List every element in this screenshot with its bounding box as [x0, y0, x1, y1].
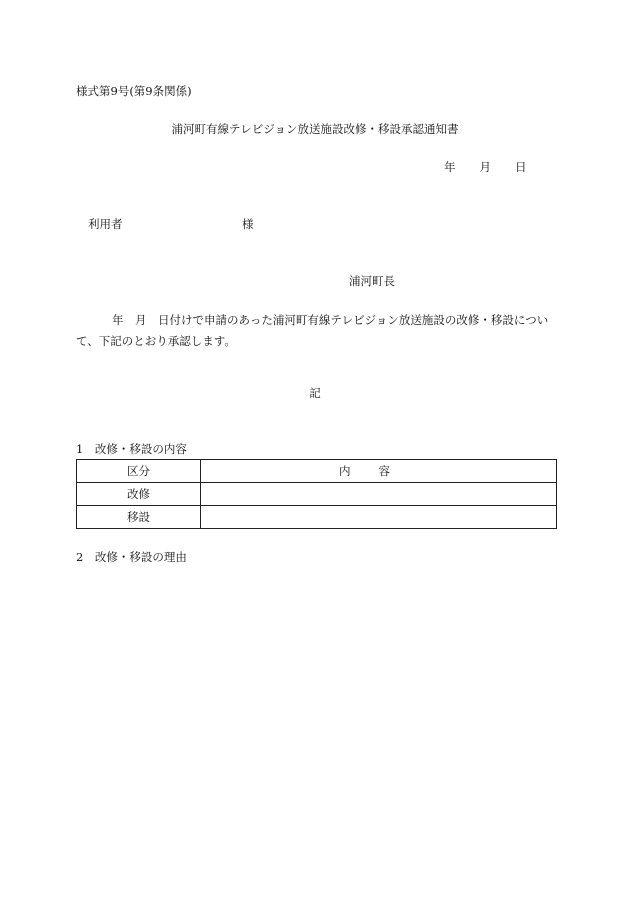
content-table — [76, 459, 557, 529]
date-day: 日 — [515, 160, 527, 174]
form-number: 様式第9号(第9条関係) — [76, 84, 192, 98]
table-header-row — [77, 460, 557, 483]
recipient-honorific: 様 — [242, 217, 254, 231]
row-content[interactable] — [201, 506, 557, 529]
row-category: 移設 — [77, 506, 201, 529]
date-year: 年 — [444, 160, 456, 174]
row-content[interactable] — [201, 483, 557, 506]
date-line — [444, 162, 527, 174]
table-row — [77, 483, 557, 506]
row-category: 改修 — [77, 483, 201, 506]
section-2-heading: 2 改修・移設の理由 — [76, 550, 187, 564]
date-month: 月 — [479, 160, 491, 174]
header-content: 内容 — [201, 460, 557, 483]
section-1-heading: 1 改修・移設の内容 — [76, 442, 187, 456]
issuer-name: 浦河町長 — [349, 274, 395, 288]
table-row — [77, 506, 557, 529]
body-text: 年 月 日付けで申請のあった浦河町有線テレビジョン放送施設の改修・移設について、下記のとおり承認します。 — [76, 313, 549, 348]
header-category: 区分 — [77, 460, 201, 483]
ki-heading: 記 — [309, 386, 321, 400]
document-title: 浦河町有線テレビジョン放送施設改修・移設承認通知書 — [171, 122, 459, 136]
recipient-label: 利用者 — [88, 217, 123, 231]
